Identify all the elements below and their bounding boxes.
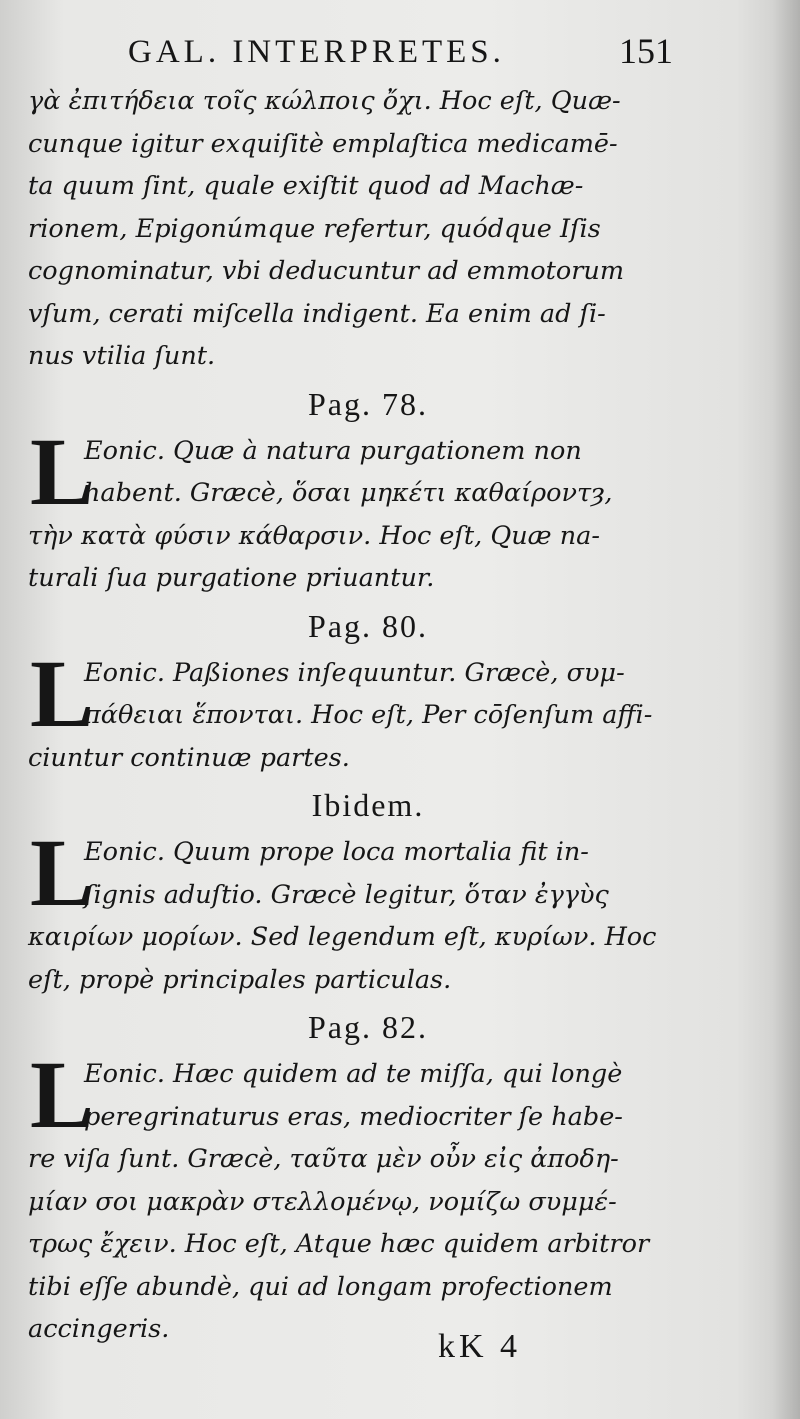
page-edge-shadow — [772, 0, 800, 1419]
text-line: habent. Græcè, ὅσαι μηκέτι καθαίροντȝ, — [84, 478, 613, 508]
page-header — [128, 30, 673, 80]
text-line: Eonic. Hæc quidem ad te miſſa, qui longè — [84, 1059, 623, 1089]
intro-paragraph — [28, 80, 668, 378]
page-number: 151 — [619, 31, 673, 71]
section-heading: Pag. 78. — [308, 385, 428, 422]
text-line: cunque igitur exquiſitè emplaſtica medicamē- — [28, 128, 618, 159]
text-line: eſt, propè principales particulas. — [28, 964, 452, 995]
text-line: μίαν σοι μακρὰν στελλομένῳ, νομίζω συμμέ- — [28, 1186, 617, 1217]
section-heading: Pag. 80. — [308, 607, 428, 644]
entry-paragraph — [28, 1041, 668, 1351]
text-line: ciuntur continuæ partes. — [28, 742, 350, 773]
text-line: nus vtilia ſunt. — [28, 341, 216, 371]
text-line: ta quum ſint, quale exiſtit quod ad Machæ- — [28, 171, 584, 201]
text-line: Eonic. Paßiones inſequuntur. Græcè, συμ- — [84, 657, 625, 688]
drop-cap: L — [30, 639, 95, 747]
text-line: cognominatur, vbi deducuntur ad emmotorum — [28, 256, 625, 286]
text-line: Eonic. Quæ à natura purgationem non — [84, 435, 582, 466]
text-line: accingeris. — [28, 1314, 170, 1344]
text-line: peregrinaturus eras, mediocriter ſe habe- — [84, 1101, 623, 1132]
text-line: Eonic. Quum prope loca mortalia fit in- — [84, 837, 589, 867]
page-body — [28, 80, 668, 1351]
text-line: τρως ἔχειν. Hoc eſt, Atque hæc quidem arbitror — [28, 1229, 650, 1259]
text-line: rionem, Epigonúmque refertur, quódque Iſis — [28, 213, 601, 244]
text-line: tibi eſſe abundè, qui ad longam profectionem — [28, 1271, 613, 1302]
entry-paragraph — [28, 819, 668, 1001]
text-line: re viſa ſunt. Græcè, ταῦτα μὲν οὖν εἰς ἀποδη- — [28, 1144, 619, 1174]
entry-paragraph — [28, 417, 668, 600]
text-line: ſignis aduſtio. Græcè legitur, ὅταν ἐγγὺς — [84, 879, 609, 910]
text-line: πάθειαι ἕπονται. Hoc eſt, Per cōſenſum affi- — [84, 700, 653, 730]
section-heading: Pag. 82. — [308, 1009, 428, 1045]
drop-cap: L — [30, 417, 95, 525]
text-line: γὰ ἐπιτήδεια τοῖς κώλποις ὄχι. Hoc eſt, Quæ- — [28, 86, 621, 116]
signature-mark: kK 4 — [438, 1328, 522, 1365]
text-line: τὴν κατὰ φύσιν κάθαρσιν. Hoc eſt, Quæ na- — [28, 520, 600, 551]
drop-cap: L — [30, 819, 95, 926]
text-line: turali ſua purgatione priuantur. — [28, 563, 435, 593]
text-line: καιρίων μορίων. Sed legendum eſt, κυρίων. Hoc — [28, 922, 657, 952]
text-line: vſum, cerati miſcella indigent. Ea enim ad ſi- — [28, 298, 606, 329]
entry-paragraph — [28, 639, 668, 780]
section-heading: Ibidem. — [311, 787, 425, 823]
running-head: GAL. INTERPRETES. — [128, 34, 505, 70]
drop-cap: L — [30, 1041, 95, 1148]
